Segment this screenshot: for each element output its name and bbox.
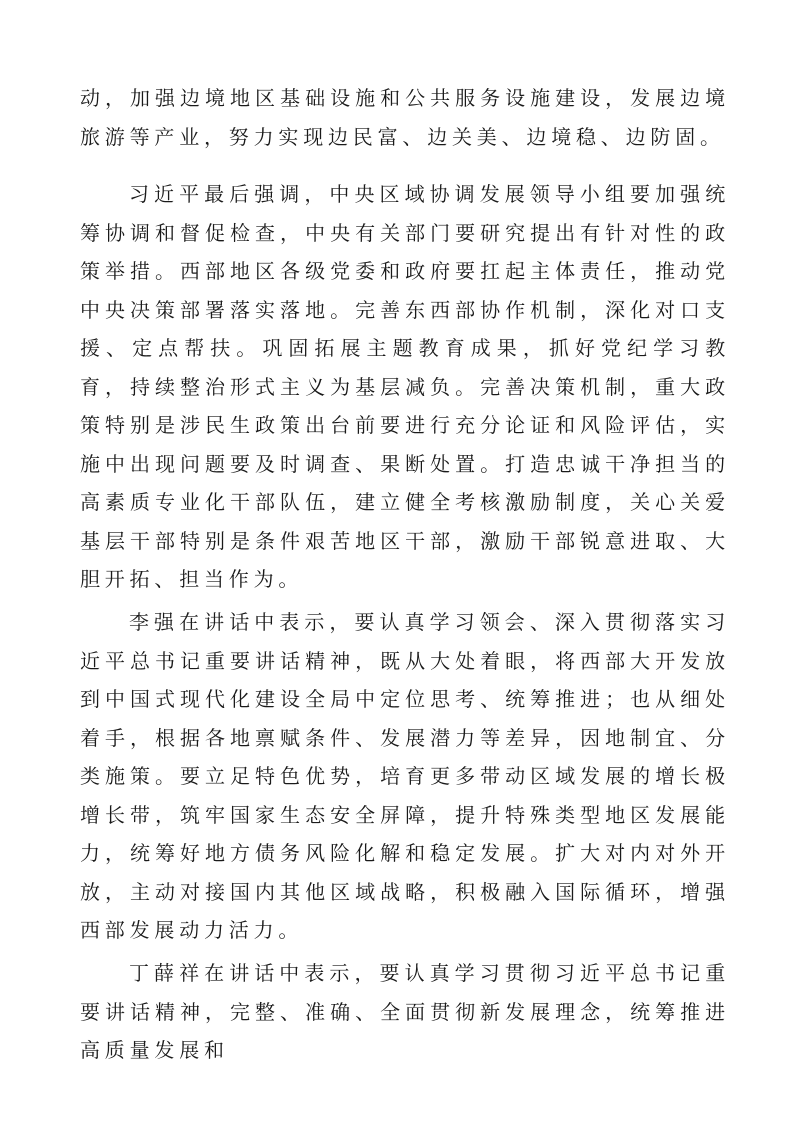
paragraph-xi-jinping-emphasis: 习近平最后强调，中央区域协调发展领导小组要加强统筹协调和督促检查，中央有关部门要研究提出有针对性的政策举措。西部地区各级党委和政府要扛起主体责任，推动党中央决策部署落实落地。完善东西部协作机制，深化对口支援、定点帮扶。巩固拓展主题教育成果，抓好党纪学习教育，持续整治形式主义为基层减负。完善决策机制，重大政策特别是涉民生政策出台前要进行充分论证和风险评估，实施中出现问题要及时调查、果断处置。打造忠诚干净担当的高素质专业化干部队伍，建立健全考核激励制度，关心关爱基层干部特别是条件艰苦地区干部，激励干部锐意进取、大胆开拓、担当作为。 [80, 182, 730, 591]
paragraph-li-qiang-speech: 李强在讲话中表示，要认真学习领会、深入贯彻落实习近平总书记重要讲话精神，既从大处着眼，将西部大开发放到中国式现代化建设全局中定位思考、统筹推进；也从细处着手，根据各地禀赋条件、发展潜力等差异，因地制宜、分类施策。要立足特色优势，培育更多带动区域发展的增长极增长带，筑牢国家生态安全屏障，提升特殊类型地区发展能力，统筹好地方债务风险化解和稳定发展。扩大对内对外开放，主动对接国内其他区域战略，积极融入国际循环，增强西部发展动力活力。 [80, 610, 730, 942]
paragraph-continuation: 动，加强边境地区基础设施和公共服务设施建设，发展边境旅游等产业，努力实现边民富、边关美、边境稳、边防固。 [80, 86, 730, 149]
paragraph-ding-xuexiang-speech: 丁薛祥在讲话中表示，要认真学习贯彻习近平总书记重要讲话精神，完整、准确、全面贯彻新发展理念，统筹推进高质量发展和 [80, 961, 730, 1062]
